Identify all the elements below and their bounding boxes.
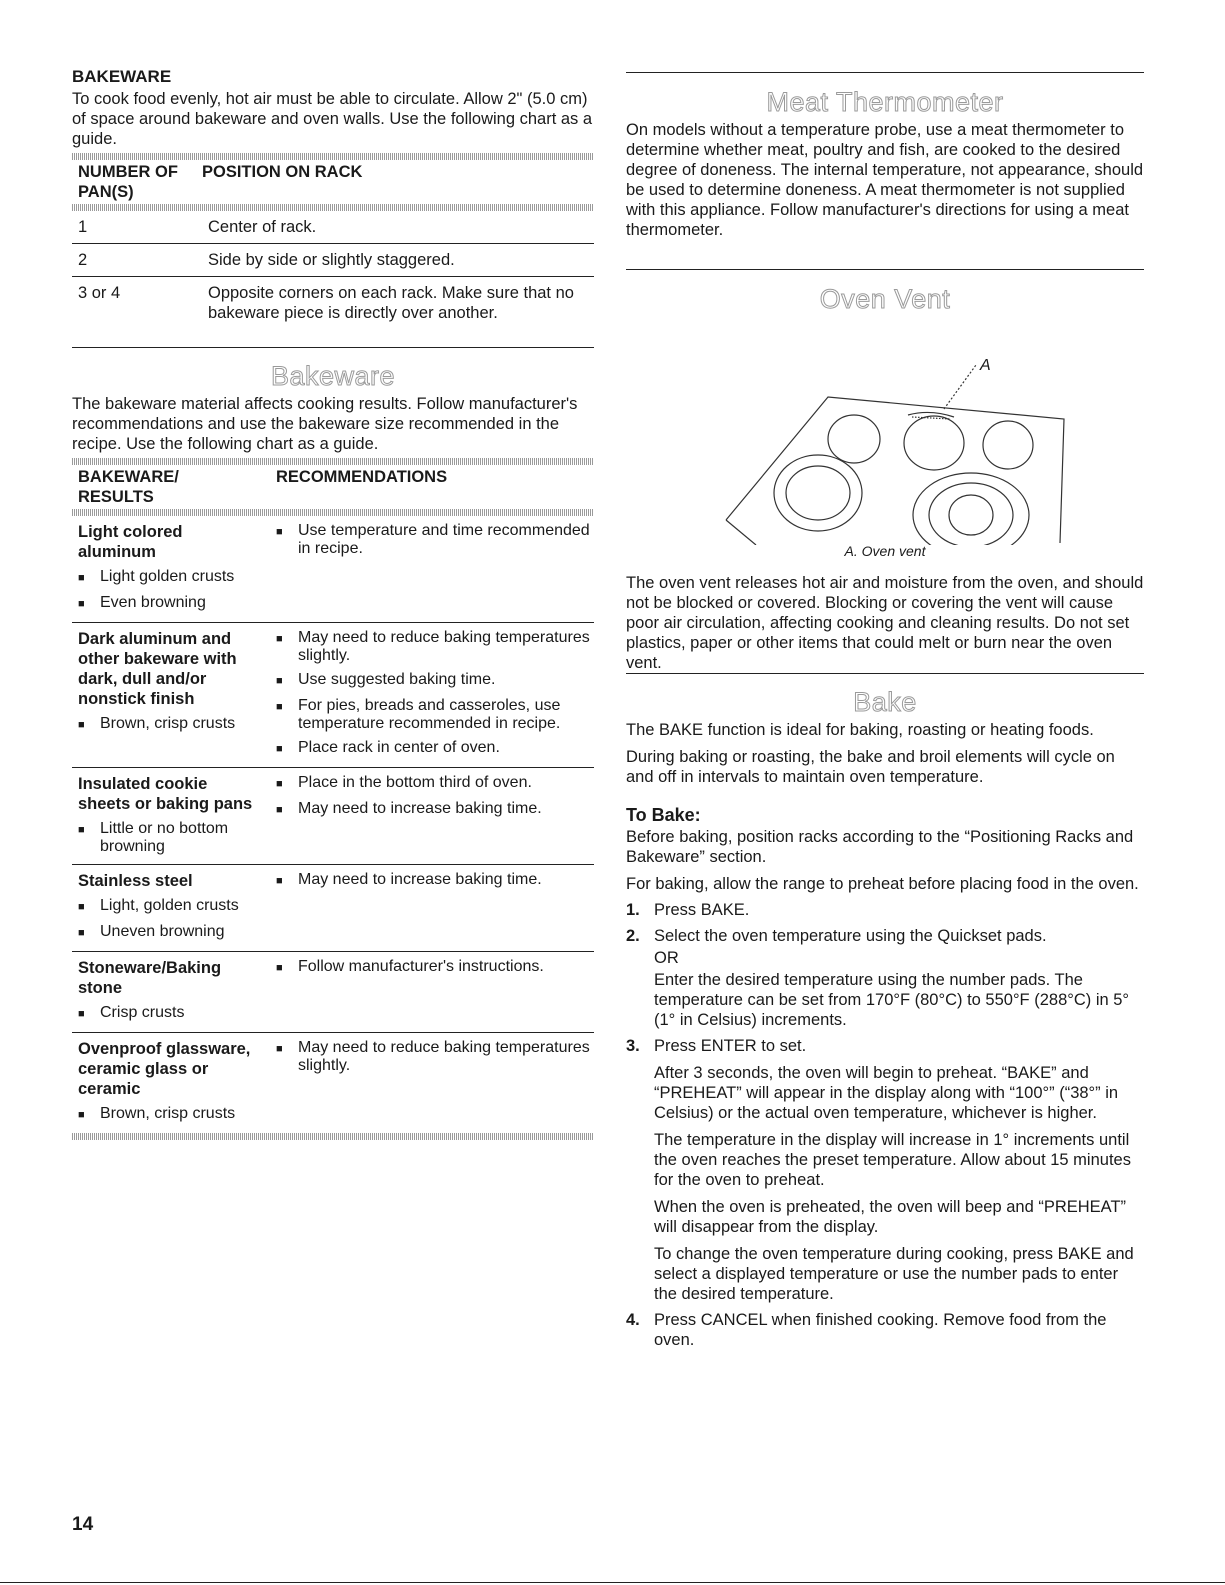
oven-vent-caption: A. Oven vent <box>844 543 926 559</box>
rack-position-cell: Center of rack. <box>208 218 317 236</box>
step-paragraph: Press BAKE. <box>654 901 750 919</box>
table-row <box>72 1033 594 1133</box>
rack-position-cell: Opposite corners on each rack. Make sure that no bakeware piece is directly over another. <box>208 284 574 322</box>
result-item-text: Even browning <box>100 594 206 611</box>
cooktop-diagram <box>626 315 1144 545</box>
recommendation-item-text: For pies, breads and casseroles, use temperature recommended in recipe. <box>298 697 561 732</box>
bullet-icon: ■ <box>78 1109 85 1121</box>
bakeware-table-header <box>72 467 594 507</box>
result-item-text: Little or no bottom browning <box>100 820 229 855</box>
recommendation-item-text: Follow manufacturer's instructions. <box>298 958 544 975</box>
bullet-icon: ■ <box>276 875 283 887</box>
bake-p3: Before baking, position racks according to the “Positioning Racks and Bakeware” section. <box>626 828 1134 866</box>
section-divider <box>626 269 1144 270</box>
table-header-band <box>72 458 594 465</box>
bullet-icon: ■ <box>276 526 283 538</box>
bullet-icon: ■ <box>276 743 283 755</box>
recommendations-cell <box>270 1033 594 1125</box>
bullet-icon: ■ <box>276 778 283 790</box>
section-divider <box>626 673 1144 674</box>
result-item <box>72 1105 270 1125</box>
recommendation-item-text: Use temperature and time recommended in recipe. <box>298 522 590 557</box>
recommendation-item <box>270 800 594 820</box>
result-item-text: Light, golden crusts <box>100 897 239 914</box>
recommendations-cell <box>270 865 594 943</box>
result-item-text: Brown, crisp crusts <box>100 1105 236 1122</box>
table-row <box>72 211 594 244</box>
recommendation-item <box>270 871 594 891</box>
bake-step <box>626 1310 1144 1350</box>
bake-p4: For baking, allow the range to preheat before placing food in the oven. <box>626 875 1139 893</box>
to-bake-heading: To Bake: <box>626 805 701 825</box>
bakeware-positioning-section <box>72 67 594 329</box>
meat-thermometer-section <box>626 86 1144 240</box>
step-number: 4. <box>626 1311 640 1329</box>
step-paragraph: Select the oven temperature using the Quickset pads. <box>654 927 1047 945</box>
bakeware-cell <box>72 522 270 614</box>
pan-rows <box>72 211 594 329</box>
table-row <box>72 623 594 768</box>
bakeware-name: Ovenproof glassware, ceramic glass or ceramic <box>78 1040 251 1098</box>
table-row <box>72 952 594 1033</box>
bake-step <box>626 900 1144 920</box>
step-paragraph: Press CANCEL when finished cooking. Remove food from the oven. <box>654 1311 1107 1349</box>
bakeware-cell <box>72 1039 270 1125</box>
recommendation-item <box>270 629 594 665</box>
table-row <box>72 516 594 623</box>
step-paragraph: After 3 seconds, the oven will begin to preheat. “BAKE” and “PREHEAT” will appear in the display along with “100°” (“38°” in Celsius) or the actual oven temperature, whichever is higher. <box>654 1064 1119 1122</box>
pan-position-table <box>72 162 594 202</box>
step-paragraph: To change the oven temperature during cooking, press BAKE and select a displayed temperature or use the number pads to enter the desired temperature. <box>654 1245 1134 1303</box>
bullet-icon: ■ <box>78 598 85 610</box>
bakeware-cell <box>72 629 270 759</box>
step-number: 2. <box>626 927 640 945</box>
callout-letter-a: A <box>980 357 991 374</box>
result-item-text: Uneven browning <box>100 923 225 940</box>
recommendation-item-text: May need to increase baking time. <box>298 800 542 817</box>
bake-title: Bake <box>853 687 917 717</box>
recommendation-item-text: May need to reduce baking temperatures slightly. <box>298 1039 590 1074</box>
bakeware-section-intro: The bakeware material affects cooking results. Follow manufacturer's recommendations and use the bakeware size recommended in the recipe. Use the following chart as a guide. <box>72 395 578 453</box>
result-item <box>72 568 270 588</box>
table-footer-band <box>72 1133 594 1140</box>
bullet-icon: ■ <box>276 633 283 645</box>
step-number: 3. <box>626 1037 640 1055</box>
recommendation-item <box>270 739 594 759</box>
bullet-icon: ■ <box>78 901 85 913</box>
bakeware-cell <box>72 774 270 856</box>
bullet-icon: ■ <box>78 824 85 836</box>
bakeware-cell <box>72 958 270 1024</box>
bakeware-results-header: BAKEWARE/ RESULTS <box>78 468 179 506</box>
result-item <box>72 897 270 917</box>
bakeware-name: Insulated cookie sheets or baking pans <box>78 775 253 813</box>
recommendation-item <box>270 774 594 794</box>
bakeware-title: Bakeware <box>270 361 396 391</box>
recommendation-item-text: May need to reduce baking temperatures slightly. <box>298 629 590 664</box>
recommendation-item-text: Use suggested baking time. <box>298 671 496 688</box>
result-item-text: Brown, crisp crusts <box>100 715 236 732</box>
oven-vent-body: The oven vent releases hot air and moisture from the oven, and should not be blocked or covered. Blocking or covering the vent will cause poor air circulation, affecting cooking and cleaning results. Do not set plastics, paper or other items that could melt or burn near the oven vent. <box>626 574 1144 672</box>
bullet-icon: ■ <box>276 701 283 713</box>
step-paragraph: The temperature in the display will increase in 1° increments until the oven reaches the preset temperature. Allow about 15 minutes for the oven to preheat. <box>654 1131 1131 1189</box>
bake-steps-list <box>626 900 1144 1350</box>
recommendation-item-text: May need to increase baking time. <box>298 871 542 888</box>
result-item <box>72 594 270 614</box>
recommendation-item <box>270 671 594 691</box>
bakeware-intro: To cook food evenly, hot air must be able to circulate. Allow 2" (5.0 cm) of space around bakeware and oven walls. Use the following chart as a guide. <box>72 90 593 148</box>
bullet-icon: ■ <box>276 1043 283 1055</box>
bullet-icon: ■ <box>276 804 283 816</box>
bake-section <box>626 686 1144 1350</box>
table-header-band <box>72 153 594 160</box>
bullet-icon: ■ <box>276 675 283 687</box>
bullet-icon: ■ <box>78 927 85 939</box>
recommendation-item <box>270 958 594 978</box>
bake-step <box>626 1036 1144 1304</box>
bakeware-section <box>72 360 594 1140</box>
recommendation-item <box>270 697 594 733</box>
step-number: 1. <box>626 901 640 919</box>
meat-thermometer-body: On models without a temperature probe, use a meat thermometer to determine whether meat, poultry and fish, are cooked to the desired degree of doneness. The internal temperature, not appearance, should be used to determine doneness. A meat thermometer is not supplied with this appliance. Follow manufacturer's directions for using a meat thermometer. <box>626 121 1144 239</box>
recommendations-cell <box>270 952 594 1024</box>
pan-count-header: NUMBER OF PAN(S) <box>78 163 178 201</box>
bake-p1: The BAKE function is ideal for baking, roasting or heating foods. <box>626 721 1094 739</box>
result-item-text: Light golden crusts <box>100 568 235 585</box>
rack-position-header: POSITION ON RACK <box>202 163 363 181</box>
bakeware-name: Stoneware/Baking stone <box>78 959 222 997</box>
oven-vent-section <box>626 283 1144 673</box>
table-row <box>72 865 594 952</box>
pan-count-cell: 3 or 4 <box>78 284 121 302</box>
bullet-icon: ■ <box>276 962 283 974</box>
oven-vent-title: Oven Vent <box>819 284 951 314</box>
section-divider <box>72 347 594 348</box>
section-divider <box>626 72 1144 73</box>
table-row <box>72 244 594 277</box>
table-row <box>72 277 594 329</box>
oven-vent-illustration <box>626 315 1144 545</box>
bake-p2: During baking or roasting, the bake and broil elements will cycle on and off in intervals to maintain oven temperature. <box>626 748 1115 786</box>
step-paragraph: When the oven is preheated, the oven will beep and “PREHEAT” will disappear from the display. <box>654 1198 1127 1236</box>
bakeware-name: Light colored aluminum <box>78 523 183 561</box>
rack-position-cell: Side by side or slightly staggered. <box>208 251 455 269</box>
result-item <box>72 820 270 856</box>
recommendation-item-text: Place in the bottom third of oven. <box>298 774 532 791</box>
result-item-text: Crisp crusts <box>100 1004 185 1021</box>
bullet-icon: ■ <box>78 572 85 584</box>
pan-count-cell: 2 <box>78 251 88 269</box>
step-paragraph: Press ENTER to set. <box>654 1037 807 1055</box>
table-header-band <box>72 509 594 516</box>
recommendations-cell <box>270 623 594 759</box>
pan-table-header <box>72 162 594 202</box>
bullet-icon: ■ <box>78 719 85 731</box>
recommendation-item <box>270 522 594 558</box>
pan-count-cell: 1 <box>78 218 88 236</box>
bakeware-name: Dark aluminum and other bakeware with dark, dull and/or nonstick finish <box>78 630 237 708</box>
result-item <box>72 923 270 943</box>
step-paragraph: OR <box>654 949 679 967</box>
bakeware-heading: BAKEWARE <box>72 67 172 86</box>
recommendations-header: RECOMMENDATIONS <box>276 468 448 486</box>
table-row <box>72 768 594 865</box>
bakeware-cell <box>72 871 270 943</box>
recommendations-cell <box>270 516 594 614</box>
recommendations-cell <box>270 768 594 856</box>
bake-step <box>626 926 1144 1030</box>
page-bottom-rule <box>0 1582 1225 1583</box>
recommendation-item <box>270 1039 594 1075</box>
bakeware-rows <box>72 516 594 1133</box>
page-number: 14 <box>72 1514 94 1535</box>
step-paragraph: Enter the desired temperature using the number pads. The temperature can be set from 170°F (80°C) to 550°F (288°C) in 5° (1° in Celsius) increments. <box>654 971 1130 1029</box>
table-header-band <box>72 204 594 211</box>
result-item <box>72 1004 270 1024</box>
bakeware-name: Stainless steel <box>78 872 193 890</box>
meat-thermometer-title: Meat Thermometer <box>766 87 1004 117</box>
result-item <box>72 715 270 735</box>
bullet-icon: ■ <box>78 1008 85 1020</box>
recommendation-item-text: Place rack in center of oven. <box>298 739 500 756</box>
